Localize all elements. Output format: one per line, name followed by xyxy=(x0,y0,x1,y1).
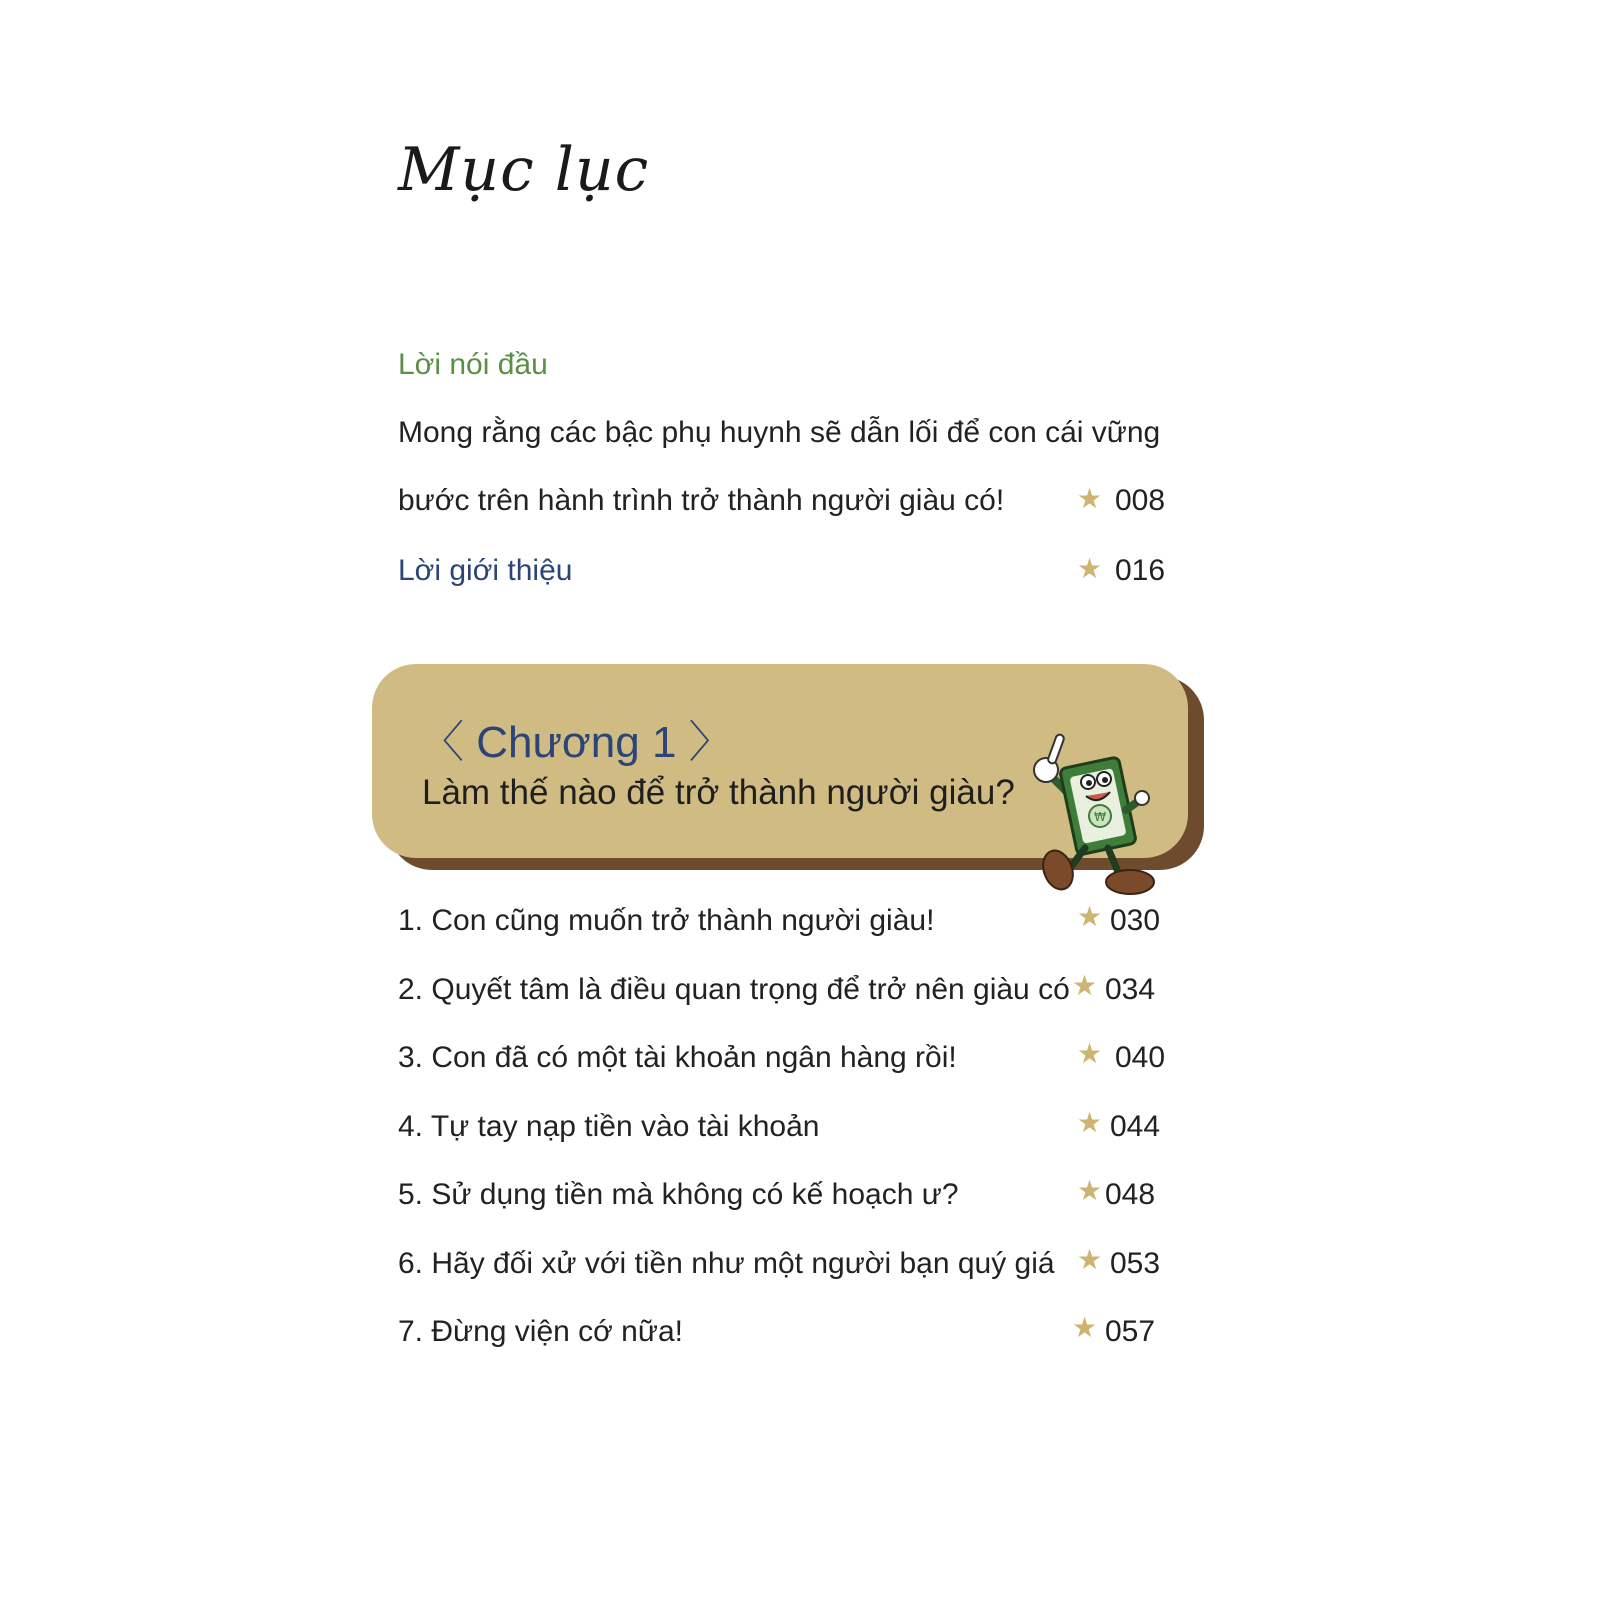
list-item: 4. Tự tay nạp tiền vào tài khoản xyxy=(398,1110,820,1143)
list-item: 1. Con cũng muốn trở thành người giàu! xyxy=(398,904,935,937)
introduction-label: Lời giới thiệu xyxy=(398,554,573,587)
star-icon: ★ xyxy=(1072,970,1098,1001)
entry-page-number: 053 xyxy=(1110,1247,1161,1280)
list-item: 6. Hãy đối xử với tiền như một người bạn quý giá xyxy=(398,1247,1055,1280)
star-icon: ★ xyxy=(1077,1038,1103,1069)
star-icon: ★ xyxy=(1077,553,1103,584)
star-icon: ★ xyxy=(1077,1244,1103,1275)
entry-page-number: 057 xyxy=(1105,1315,1156,1348)
star-icon: ★ xyxy=(1077,1175,1103,1206)
preface-line-1: Mong rằng các bậc phụ huynh sẽ dẫn lối để con cái vững xyxy=(398,416,1161,449)
page-title: Mục lục xyxy=(398,135,650,205)
preface-line-2: bước trên hành trình trở thành người giàu có! xyxy=(398,484,1005,517)
chapter-label: 〈 Chương 1 〉 xyxy=(420,718,733,767)
list-item: 3. Con đã có một tài khoản ngân hàng rồi! xyxy=(398,1041,957,1074)
entry-page-number: 044 xyxy=(1110,1110,1161,1143)
preface-label: Lời nói đầu xyxy=(398,348,548,381)
introduction-page-number: 016 xyxy=(1115,554,1166,587)
preface-page-number: 008 xyxy=(1115,484,1166,517)
entry-page-number: 034 xyxy=(1105,973,1156,1006)
star-icon: ★ xyxy=(1077,901,1103,932)
entry-page-number: 048 xyxy=(1105,1178,1156,1211)
chapter-title: Làm thế nào để trở thành người giàu? xyxy=(422,773,1015,812)
list-item: 5. Sử dụng tiền mà không có kế hoạch ư? xyxy=(398,1178,959,1211)
list-item: 2. Quyết tâm là điều quan trọng để trở nên giàu có xyxy=(398,973,1070,1006)
star-icon: ★ xyxy=(1077,483,1103,514)
list-item: 7. Đừng viện cớ nữa! xyxy=(398,1315,683,1348)
star-icon: ★ xyxy=(1072,1312,1098,1343)
svg-text:₩: ₩ xyxy=(1094,810,1106,824)
money-mascot-icon xyxy=(1030,730,1180,900)
entry-page-number: 040 xyxy=(1115,1041,1166,1074)
star-icon: ★ xyxy=(1077,1107,1103,1138)
entry-page-number: 030 xyxy=(1110,904,1161,937)
